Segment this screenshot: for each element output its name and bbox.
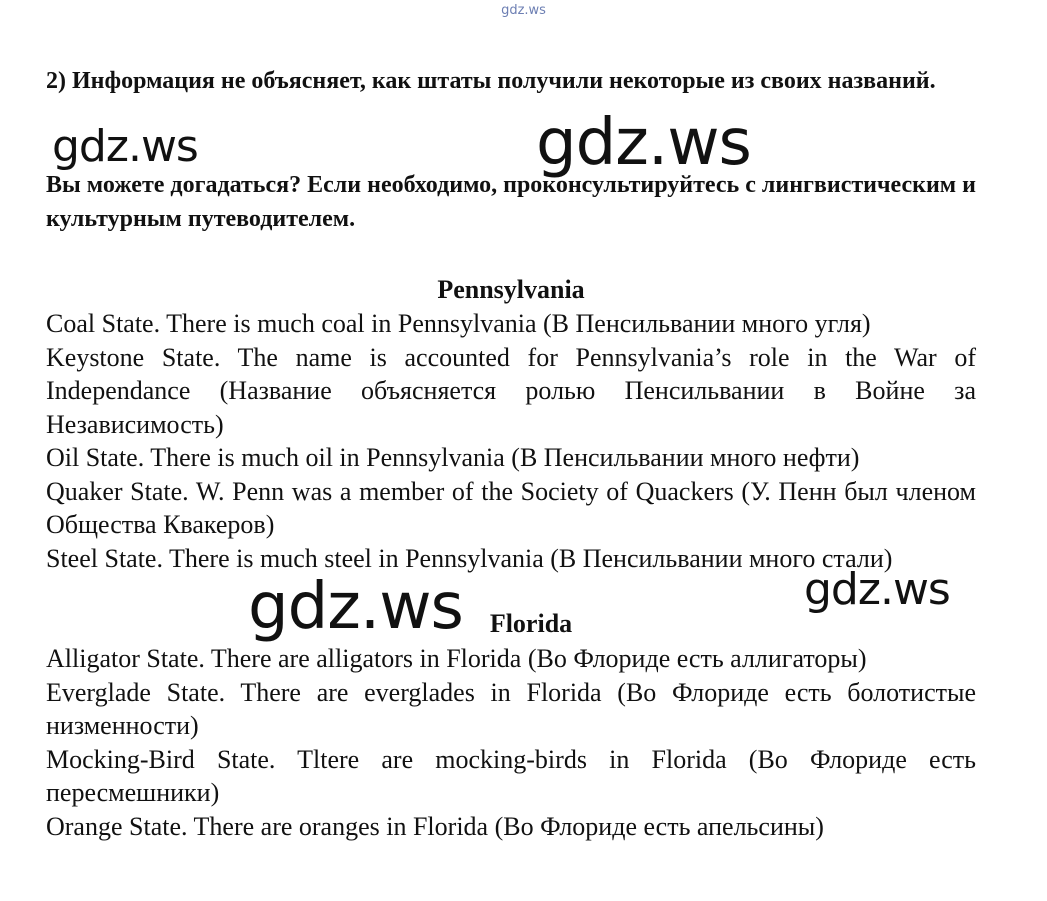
florida-list bbox=[46, 642, 976, 843]
task-question: 2) Информация не объясняет, как штаты получили некоторые из своих названий. bbox=[46, 68, 936, 94]
list-item: Orange State. There are oranges in Florida (Во Флориде есть апельсины) bbox=[46, 811, 824, 841]
list-item: Steel State. There is much steel in Pennsylvania (В Пенсильвании много стали) bbox=[46, 543, 893, 573]
list-item: Mocking-Bird State. Tltere are mocking-birds in Florida (Во Флориде есть пересмешники) bbox=[46, 744, 976, 807]
list-item: Everglade State. There are everglades in Florida (Во Флориде есть болотистые низменности) bbox=[46, 677, 976, 740]
section-title-pennsylvania: Pennsylvania bbox=[437, 275, 585, 304]
watermark: gdz.ws bbox=[804, 564, 950, 615]
pennsylvania-list bbox=[46, 307, 976, 575]
task-instruction: Вы можете догадаться? Если необходимо, проконсультируйтесь с лингвистическим и культурным путеводителем. bbox=[46, 172, 976, 232]
section-title-florida: Florida bbox=[489, 609, 573, 638]
list-item: Oil State. There is much oil in Pennsylvania (В Пенсильвании много нефти) bbox=[46, 443, 860, 472]
watermark: gdz.ws bbox=[248, 570, 463, 644]
list-item: Alligator State. There are alligators in Florida (Во Флориде есть аллигаторы) bbox=[46, 644, 867, 673]
watermark: gdz.ws bbox=[52, 121, 198, 172]
list-item: Quaker State. W. Penn was a member of the Society of Quackers (У. Пенн был членом Общества Квакеров) bbox=[46, 476, 976, 539]
list-item: Keystone State. The name is accounted for Pennsylvania’s role in the War of Independance (Название объясняется ролью Пенсильвании в Войне за Независимость) bbox=[46, 342, 976, 439]
list-item: Coal State. There is much coal in Pennsylvania (В Пенсильвании много угля) bbox=[46, 309, 871, 338]
site-mark: gdz.ws bbox=[501, 3, 546, 18]
watermark: gdz.ws bbox=[536, 106, 751, 180]
